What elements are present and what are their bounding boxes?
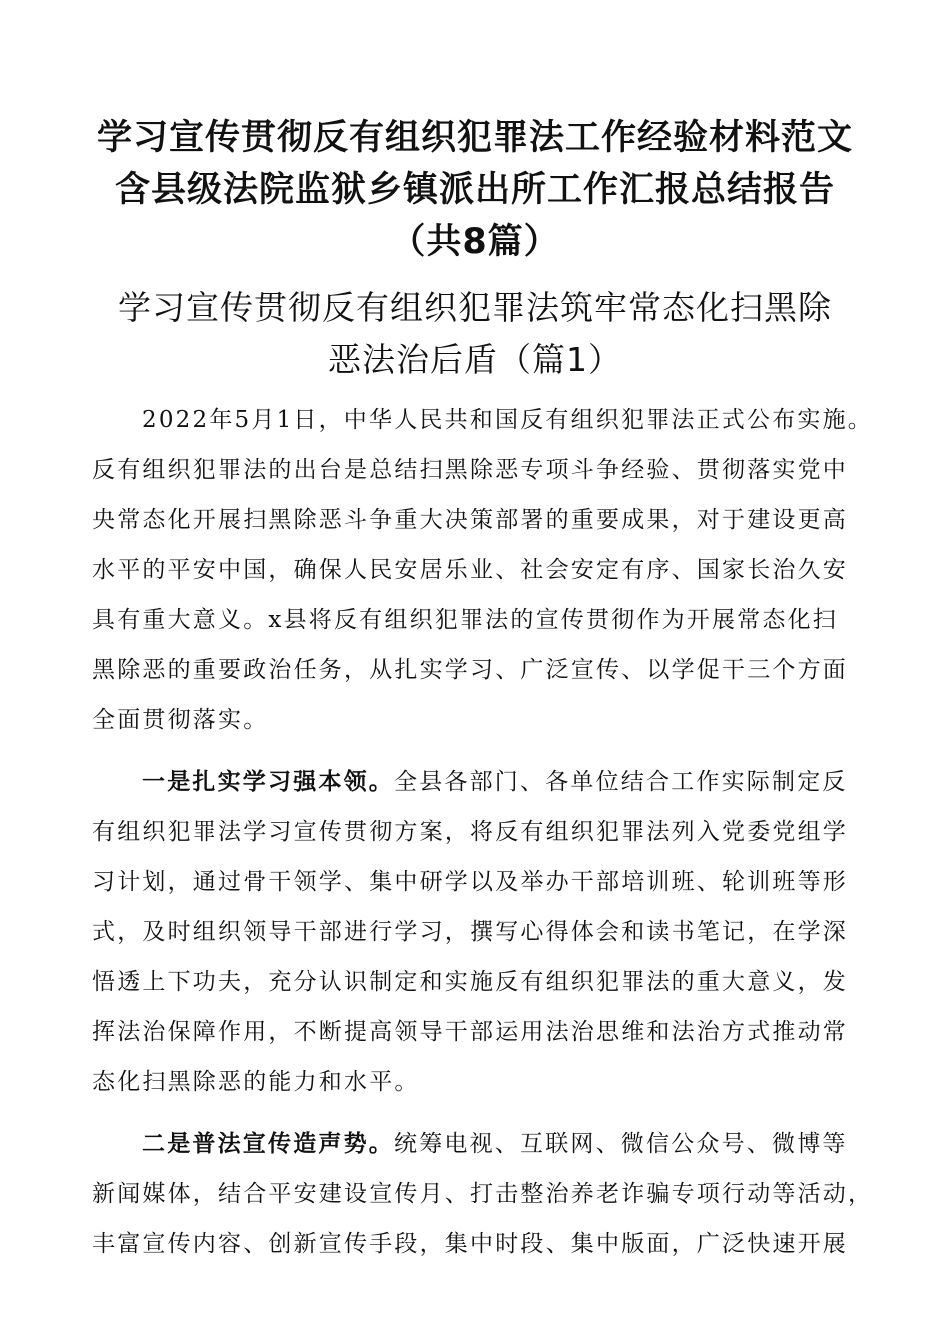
text-line: 有组织犯罪法学习宣传贯彻方案，将反有组织犯罪法列入党委党组学 [92, 819, 848, 845]
text-line-rest: 全县各部门、各单位结合工作实际制定反 [394, 769, 848, 795]
text-line: 具有重大意义。x县将反有组织犯罪法的宣传贯彻作为开展常态化扫 [92, 607, 838, 633]
paragraph-intro [92, 395, 882, 745]
text-line: 习计划，通过骨干领学、集中研学以及举办干部培训班、轮训班等形 [92, 869, 848, 895]
section-heading-line: 恶法治后盾（篇1） [328, 340, 622, 379]
paragraph-lead: 二是普法宣传造声势。 [142, 1131, 394, 1157]
text-line: 丰富宣传内容、创新宣传手段，集中时段、集中版面，广泛快速开展 [92, 1231, 848, 1257]
text-line: 水平的平安中国，确保人民安居乐业、社会安定有序、国家长治久安 [92, 557, 848, 583]
text-line: 黑除恶的重要政治任务，从扎实学习、广泛宣传、以学促干三个方面 [92, 657, 848, 683]
text-line: 挥法治保障作用，不断提高领导干部运用法治思维和法治方式推动常 [92, 1019, 848, 1045]
title-line: 学习宣传贯彻反有组织犯罪法工作经验材料范文 [96, 118, 853, 158]
text-line: 反有组织犯罪法的出台是总结扫黑除恶专项斗争经验、贯彻落实党中 [92, 457, 848, 483]
text-line: 新闻媒体，结合平安建设宣传月、打击整治养老诈骗专项行动等活动， [92, 1181, 874, 1207]
title-line: 含县级法院监狱乡镇派出所工作汇报总结报告 [114, 170, 835, 210]
text-line-rest: 统筹电视、互联网、微信公众号、微博等 [394, 1131, 848, 1157]
title-line: （共8篇） [390, 222, 560, 262]
paragraph-lead: 一是扎实学习强本领。 [142, 769, 394, 795]
text-line: 态化扫黑除恶的能力和水平。 [92, 1069, 420, 1095]
text-line: 2022年5月1日，中华人民共和国反有组织犯罪法正式公布实施。 [142, 407, 873, 433]
paragraph-study [92, 757, 882, 1107]
text-line: 式，及时组织领导干部进行学习，撰写心得体会和读书笔记，在学深 [92, 919, 848, 945]
section-heading-line: 学习宣传贯彻反有组织犯罪法筑牢常态化扫黑除 [118, 288, 832, 327]
section-heading [60, 282, 890, 386]
paragraph-publicity [92, 1119, 882, 1269]
text-line [92, 757, 882, 807]
text-line: 全面贯彻落实。 [92, 707, 269, 733]
text-line [92, 1119, 882, 1169]
text-line: 悟透上下功夫，充分认识制定和实施反有组织犯罪法的重大意义，发 [92, 969, 848, 995]
text-line: 央常态化开展扫黑除恶斗争重大决策部署的重要成果，对于建设更高 [92, 507, 848, 533]
document-title [60, 112, 890, 268]
document-body [92, 395, 882, 1281]
